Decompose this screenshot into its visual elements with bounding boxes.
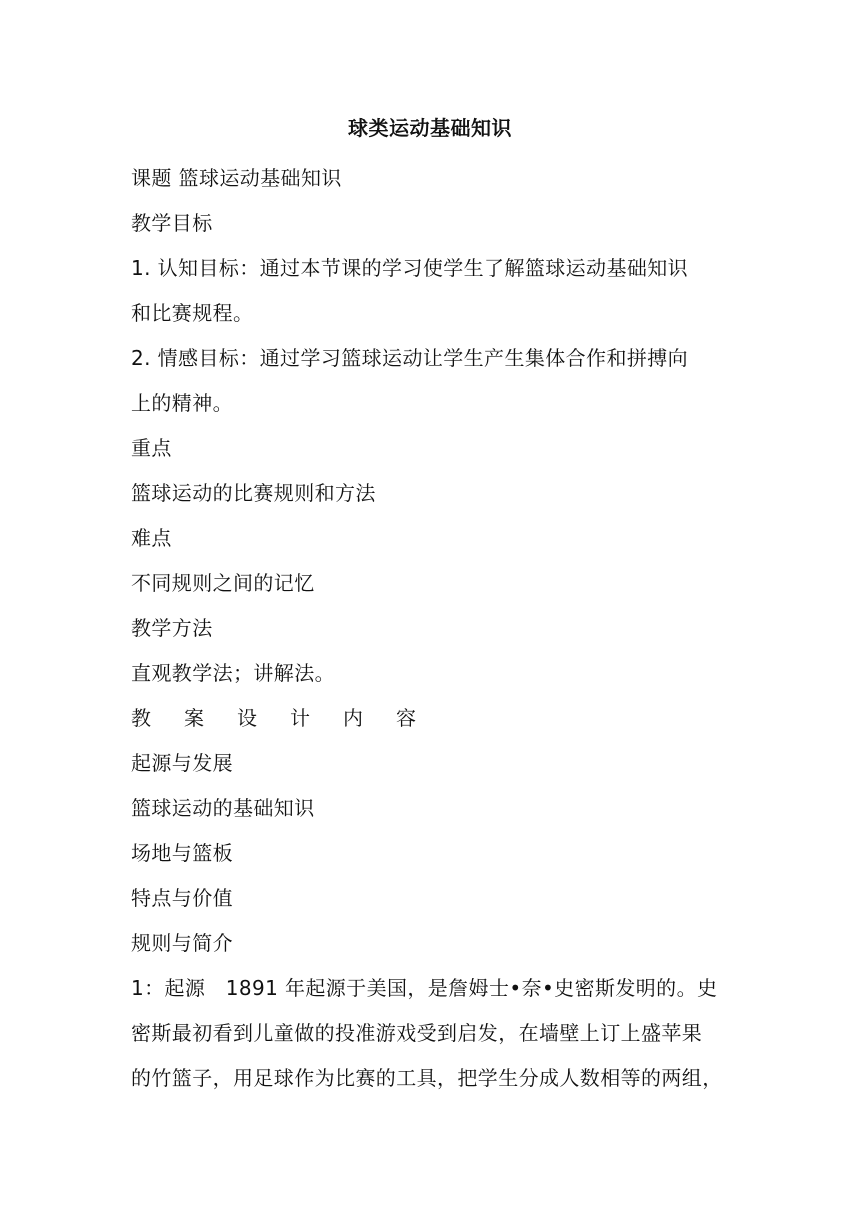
- outline-item-features: 特点与价值: [131, 886, 233, 910]
- outline-item-rules: 规则与简介: [131, 931, 233, 955]
- key-points-text: 篮球运动的比赛规则和方法: [131, 481, 376, 505]
- key-points-heading: 重点: [131, 436, 172, 460]
- outline-item-basics: 篮球运动的基础知识: [131, 796, 315, 820]
- objective-1-line-2: 和比赛规程。: [131, 301, 254, 325]
- origin-paragraph-line-2: 密斯最初看到儿童做的投准游戏受到启发，在墙壁上订上盛苹果: [131, 1021, 703, 1045]
- origin-paragraph-line-3: 的竹篮子，用足球作为比赛的工具，把学生分成人数相等的两组，: [131, 1066, 723, 1090]
- teaching-methods-heading: 教学方法: [131, 616, 213, 640]
- outline-item-court: 场地与篮板: [131, 841, 233, 865]
- teaching-objectives-heading: 教学目标: [131, 211, 213, 235]
- lesson-design-heading: 教案设计内容: [131, 706, 449, 730]
- teaching-methods-text: 直观教学法；讲解法。: [131, 661, 335, 685]
- objective-2-line-2: 上的精神。: [131, 391, 233, 415]
- lesson-topic-line: 课题 篮球运动基础知识: [131, 166, 342, 190]
- document-title: 球类运动基础知识: [348, 116, 512, 140]
- origin-paragraph-line-1: 1：起源 1891 年起源于美国，是詹姆士•奈•史密斯发明的。史: [131, 976, 718, 1000]
- objective-1-line-1: 1. 认知目标：通过本节课的学习使学生了解篮球运动基础知识: [131, 256, 689, 280]
- difficulties-text: 不同规则之间的记忆: [131, 571, 315, 595]
- difficulties-heading: 难点: [131, 526, 172, 550]
- outline-item-origin: 起源与发展: [131, 751, 233, 775]
- objective-2-line-1: 2. 情感目标：通过学习篮球运动让学生产生集体合作和拼搏向: [131, 346, 689, 370]
- document-body: [131, 156, 733, 1101]
